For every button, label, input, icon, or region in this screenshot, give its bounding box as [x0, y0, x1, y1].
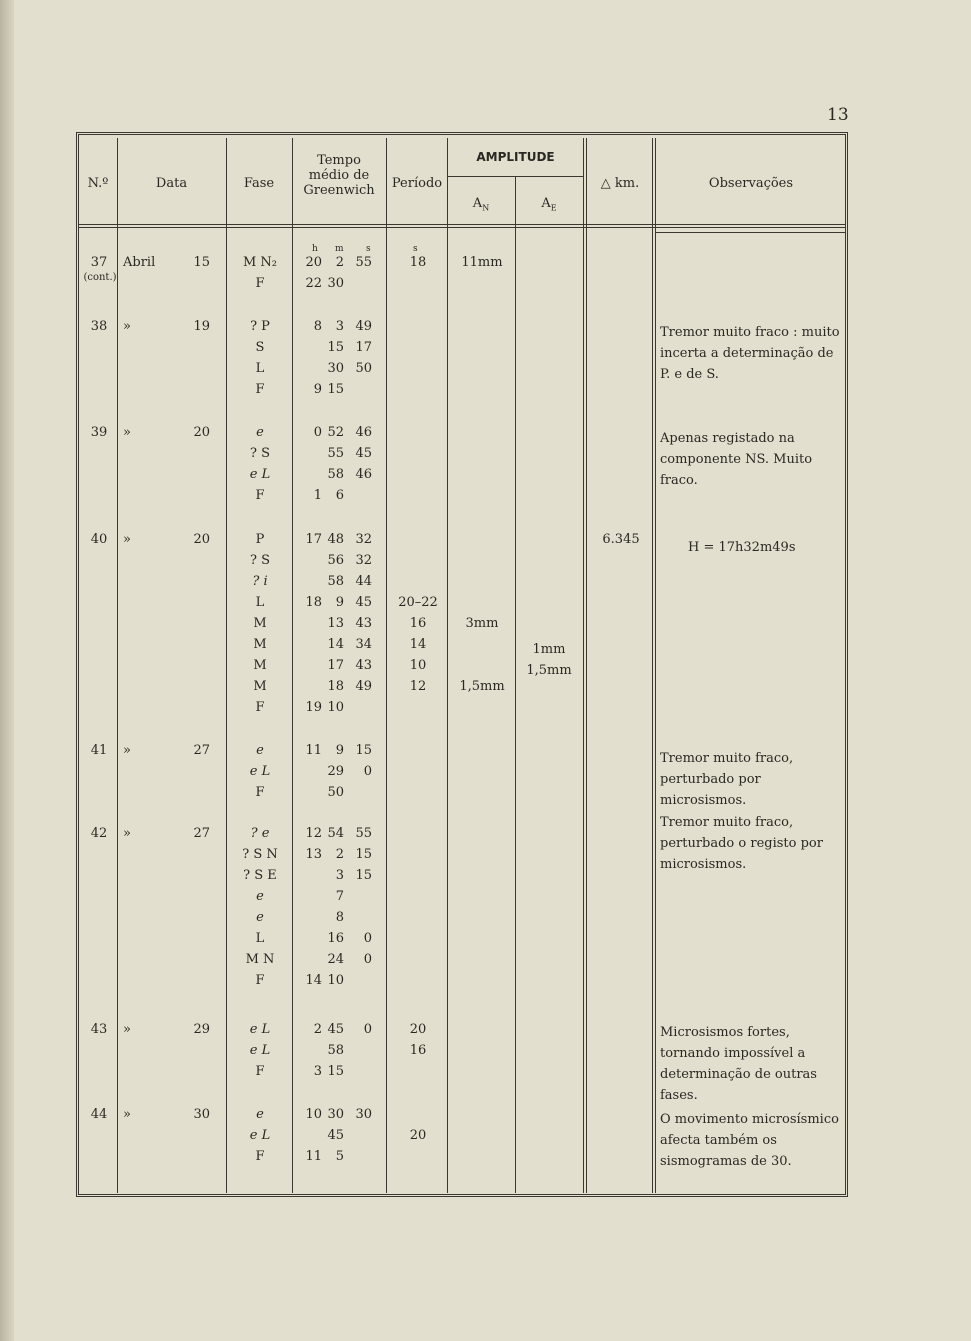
record-number: 44: [90, 1107, 108, 1122]
phase-label: M: [253, 679, 267, 694]
time-seconds: 46: [355, 425, 372, 440]
record-number: 41: [90, 743, 108, 758]
time-hours: 19: [305, 700, 322, 715]
phase-label: M: [253, 658, 267, 673]
obs-top-rule: [655, 232, 845, 233]
time-seconds: 17: [355, 340, 372, 355]
phase-label: F: [255, 488, 265, 503]
phase-label: F: [255, 1149, 265, 1164]
time-hours: 9: [313, 382, 322, 397]
time-minutes: 15: [327, 1064, 344, 1079]
header-rule: [79, 227, 845, 228]
col-rule: [447, 138, 448, 1193]
time-minutes: 9: [335, 595, 344, 610]
record-continued: (cont.): [83, 272, 117, 283]
time-minutes: 8: [335, 910, 344, 925]
time-minutes: 17: [327, 658, 344, 673]
time-minutes: 24: [327, 952, 344, 967]
observation-text: Tremor muito fraco : muito incerta a determinação de P. e de S.: [660, 325, 840, 382]
time-seconds: 45: [355, 446, 372, 461]
time-minutes: 45: [327, 1022, 344, 1037]
phase-label: M N₂: [242, 255, 278, 270]
period-value: 20: [409, 1022, 427, 1037]
header-km: △ km.: [600, 176, 640, 191]
time-minutes: 5: [335, 1149, 344, 1164]
observation-text: Tremor muito fraco, perturbado por microsismos.: [660, 751, 794, 808]
time-minutes: 55: [327, 446, 344, 461]
header-an: [448, 196, 514, 216]
amplitude-rule: [447, 176, 583, 177]
phase-label: S: [255, 340, 265, 355]
record-month: »: [123, 532, 131, 547]
period-value: 16: [409, 1043, 427, 1058]
time-seconds: 45: [355, 595, 372, 610]
observation-text: H = 17h32m49s: [688, 540, 796, 555]
phase-label: e: [256, 1107, 264, 1122]
time-hours: 17: [305, 532, 322, 547]
time-hours: 13: [305, 847, 322, 862]
col-rule: [386, 138, 387, 1193]
time-minutes: 18: [327, 679, 344, 694]
time-minutes: 2: [335, 255, 344, 270]
time-minutes: 9: [335, 743, 344, 758]
phase-label: F: [255, 973, 265, 988]
phase-label: ? S: [249, 446, 270, 461]
col-rule: [586, 138, 587, 1193]
record-month: »: [123, 425, 131, 440]
time-seconds: 0: [363, 952, 372, 967]
time-seconds: 43: [355, 658, 372, 673]
record-month: »: [123, 1022, 131, 1037]
observation-text: Tremor muito fraco, perturbado o registo por microsismos.: [660, 815, 823, 872]
col-rule: [515, 176, 516, 1193]
header-an-sub: N: [482, 203, 490, 213]
phase-label: e: [256, 910, 264, 925]
time-minutes: 6: [335, 488, 344, 503]
col-rule: [226, 138, 227, 1193]
observation-text: Microsismos fortes, tornando impossível a determinação de outras fases.: [660, 1025, 817, 1103]
time-minutes: 45: [327, 1128, 344, 1143]
time-hours: 22: [305, 276, 322, 291]
time-seconds: 49: [355, 319, 372, 334]
col-rule: [117, 138, 118, 1193]
record-day: 19: [193, 319, 210, 334]
time-hours: 3: [313, 1064, 322, 1079]
record-day: 20: [193, 532, 210, 547]
record-number: 43: [90, 1022, 108, 1037]
page-edge: [0, 0, 14, 1341]
period-value: 20: [409, 1128, 427, 1143]
record-month: Abril: [123, 255, 156, 270]
header-tempo: Tempo médio de Greenwich: [303, 153, 375, 198]
phase-label: M N: [245, 952, 275, 967]
header-rule: [79, 224, 845, 225]
unit-period: s: [413, 244, 418, 254]
time-hours: 12: [305, 826, 322, 841]
record-day: 27: [193, 743, 210, 758]
time-minutes: 58: [327, 574, 344, 589]
col-rule: [655, 138, 656, 1193]
record-day: 15: [193, 255, 210, 270]
time-seconds: 0: [363, 1022, 372, 1037]
period-value: 18: [409, 255, 427, 270]
time-minutes: 13: [327, 616, 344, 631]
record-month: »: [123, 826, 131, 841]
phase-label: P: [255, 532, 265, 547]
phase-label: F: [255, 382, 265, 397]
time-seconds: 49: [355, 679, 372, 694]
header-an-letter: A: [472, 196, 483, 211]
period-value: 10: [409, 658, 427, 673]
period-value: 12: [409, 679, 427, 694]
phase-label: ? S: [249, 553, 270, 568]
phase-label: L: [255, 931, 265, 946]
time-seconds: 50: [355, 361, 372, 376]
time-hours: 0: [313, 425, 322, 440]
time-hours: 20: [305, 255, 322, 270]
unit-s: s: [366, 244, 371, 254]
time-hours: 2: [313, 1022, 322, 1037]
time-minutes: 10: [327, 700, 344, 715]
col-rule: [292, 138, 293, 1193]
time-seconds: 32: [355, 532, 372, 547]
record-day: 20: [193, 425, 210, 440]
unit-m: m: [335, 244, 344, 254]
time-seconds: 0: [363, 764, 372, 779]
time-minutes: 52: [327, 425, 344, 440]
record-month: »: [123, 319, 131, 334]
period-value: 20–22: [398, 595, 438, 610]
phase-label: ? S E: [243, 868, 277, 883]
header-ae: [516, 196, 582, 216]
time-minutes: 30: [327, 361, 344, 376]
time-seconds: 0: [363, 931, 372, 946]
phase-label: F: [255, 700, 265, 715]
amplitude-n: 3mm: [465, 616, 499, 631]
record-number: 40: [90, 532, 108, 547]
time-minutes: 56: [327, 553, 344, 568]
phase-label: ? P: [250, 319, 270, 334]
time-minutes: 10: [327, 973, 344, 988]
phase-label: e: [256, 425, 264, 440]
time-seconds: 44: [355, 574, 372, 589]
record-number: 39: [90, 425, 108, 440]
header-obs: Observações: [708, 176, 794, 191]
time-seconds: 15: [355, 743, 372, 758]
unit-h: h: [312, 244, 318, 254]
amplitude-n: 11mm: [461, 255, 503, 270]
distance-km: 6.345: [602, 532, 640, 547]
time-hours: 11: [305, 743, 322, 758]
observation-text: O movimento microsísmico afecta também os sismogramas de 30.: [660, 1112, 839, 1169]
time-seconds: 34: [355, 637, 372, 652]
header-fase: Fase: [243, 176, 275, 191]
phase-label: e L: [249, 1022, 271, 1037]
record-month: »: [123, 1107, 131, 1122]
time-minutes: 30: [327, 1107, 344, 1122]
record-number: 42: [90, 826, 108, 841]
phase-label: e L: [249, 467, 271, 482]
amplitude-n: 1,5mm: [459, 679, 505, 694]
time-seconds: 30: [355, 1107, 372, 1122]
amplitude-e: 1,5mm: [526, 663, 572, 678]
time-seconds: 15: [355, 868, 372, 883]
header-ae-sub: E: [550, 203, 557, 213]
phase-label: e L: [249, 1043, 271, 1058]
time-minutes: 3: [335, 868, 344, 883]
header-data: Data: [155, 176, 188, 191]
phase-label: M: [253, 637, 267, 652]
record-day: 27: [193, 826, 210, 841]
observation-text: Apenas registado na componente NS. Muito fraco.: [660, 431, 813, 488]
time-seconds: 46: [355, 467, 372, 482]
time-minutes: 15: [327, 382, 344, 397]
time-minutes: 58: [327, 1043, 344, 1058]
phase-label: L: [255, 595, 265, 610]
page-number: 13: [827, 105, 849, 125]
time-hours: 14: [305, 973, 322, 988]
time-seconds: 15: [355, 847, 372, 862]
phase-label: M: [253, 616, 267, 631]
col-rule: [652, 138, 653, 1193]
time-minutes: 16: [327, 931, 344, 946]
phase-label: F: [255, 276, 265, 291]
record-month: »: [123, 743, 131, 758]
time-minutes: 15: [327, 340, 344, 355]
phase-label: F: [255, 1064, 265, 1079]
time-minutes: 48: [327, 532, 344, 547]
time-minutes: 54: [327, 826, 344, 841]
phase-label: e: [256, 743, 264, 758]
time-seconds: 55: [355, 255, 372, 270]
time-minutes: 58: [327, 467, 344, 482]
header-periodo: Período: [391, 176, 443, 191]
phase-label: ? S N: [242, 847, 278, 862]
time-hours: 11: [305, 1149, 322, 1164]
time-minutes: 50: [327, 785, 344, 800]
phase-label: e L: [249, 764, 271, 779]
record-day: 29: [193, 1022, 210, 1037]
time-hours: 8: [313, 319, 322, 334]
phase-label: F: [255, 785, 265, 800]
record-day: 30: [193, 1107, 210, 1122]
time-seconds: 32: [355, 553, 372, 568]
header-num: N.º: [87, 176, 109, 191]
time-minutes: 29: [327, 764, 344, 779]
time-hours: 18: [305, 595, 322, 610]
time-minutes: 2: [335, 847, 344, 862]
phase-label: ? e: [250, 826, 270, 841]
header-amplitude: AMPLITUDE: [476, 150, 555, 164]
record-number: 38: [90, 319, 108, 334]
period-value: 14: [409, 637, 427, 652]
phase-label: e L: [249, 1128, 271, 1143]
time-hours: 10: [305, 1107, 322, 1122]
header-ae-letter: A: [541, 196, 551, 211]
phase-label: L: [255, 361, 265, 376]
phase-label: ? i: [252, 574, 268, 589]
record-number: 37: [90, 255, 108, 270]
col-rule: [583, 138, 584, 1193]
amplitude-e: 1mm: [532, 642, 566, 657]
time-hours: 1: [313, 488, 322, 503]
time-seconds: 43: [355, 616, 372, 631]
time-minutes: 14: [327, 637, 344, 652]
time-minutes: 3: [335, 319, 344, 334]
time-minutes: 7: [335, 889, 344, 904]
time-seconds: 55: [355, 826, 372, 841]
period-value: 16: [409, 616, 427, 631]
time-minutes: 30: [327, 276, 344, 291]
phase-label: e: [256, 889, 264, 904]
